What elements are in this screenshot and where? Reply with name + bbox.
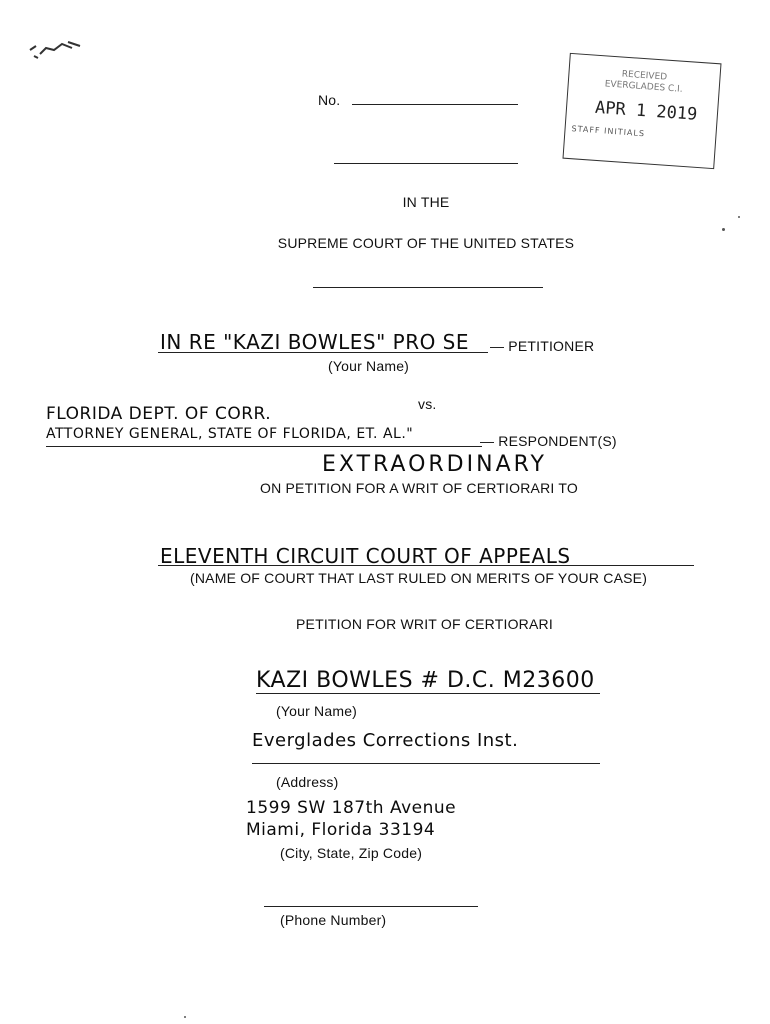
scan-speck (722, 228, 725, 231)
petitioner-line (158, 352, 488, 353)
filer-name-line (256, 693, 600, 694)
stamp-institution-text: EVERGLADES C.I. (604, 79, 683, 95)
court-name: SUPREME COURT OF THE UNITED STATES (277, 235, 575, 251)
filer-name-label: (Your Name) (276, 703, 358, 719)
respondent-line-2: ATTORNEY GENERAL, STATE OF FLORIDA, ET. AL." (46, 426, 414, 442)
filer-address-line (252, 763, 600, 764)
filer-city-label: (City, State, Zip Code) (280, 845, 423, 861)
scribble-icon (28, 36, 88, 60)
lower-court-label: (NAME OF COURT THAT LAST RULED ON MERITS OF YOUR CASE) (190, 570, 648, 586)
separator-line-1 (334, 163, 518, 164)
separator-line-2 (313, 287, 543, 288)
on-petition-text: ON PETITION FOR A WRIT OF CERTIORARI TO (260, 480, 578, 496)
phone-line (264, 906, 478, 907)
filer-name: KAZI BOWLES # D.C. M23600 (256, 668, 595, 693)
scan-speck (184, 1016, 186, 1018)
stamp-received-text: RECEIVED (621, 69, 668, 83)
respondent-suffix: — RESPONDENT(S) (480, 433, 617, 449)
stamp-date: APR 1 2019 (594, 97, 698, 125)
versus-text: vs. (418, 396, 437, 412)
filer-address-label: (Address) (276, 774, 339, 790)
in-the-text: IN THE (402, 194, 450, 210)
lower-court-name: ELEVENTH CIRCUIT COURT OF APPEALS (160, 544, 571, 568)
lower-court-line (158, 565, 694, 566)
received-stamp (562, 53, 721, 169)
petition-title: PETITION FOR WRIT OF CERTIORARI (296, 616, 553, 632)
scan-speck (738, 216, 740, 218)
filer-city-line-1: 1599 SW 187th Avenue (246, 798, 457, 818)
petitioner-name: IN RE "KAZI BOWLES" PRO SE (160, 330, 470, 354)
corner-scribble (28, 36, 88, 60)
petitioner-suffix: — PETITIONER (490, 338, 595, 354)
extraordinary-text: EXTRAORDINARY (322, 452, 547, 477)
respondent-line (46, 446, 482, 447)
filer-city-line-2: Miami, Florida 33194 (246, 820, 436, 840)
case-number-line (352, 104, 518, 105)
case-number-label: No. (318, 92, 341, 108)
petitioner-your-name-label: (Your Name) (328, 358, 410, 374)
respondent-line-1: FLORIDA DEPT. OF CORR. (46, 404, 272, 424)
phone-label: (Phone Number) (280, 912, 387, 928)
stamp-initials-text: STAFF INITIALS (571, 124, 646, 139)
filer-address: Everglades Corrections Inst. (252, 730, 519, 751)
